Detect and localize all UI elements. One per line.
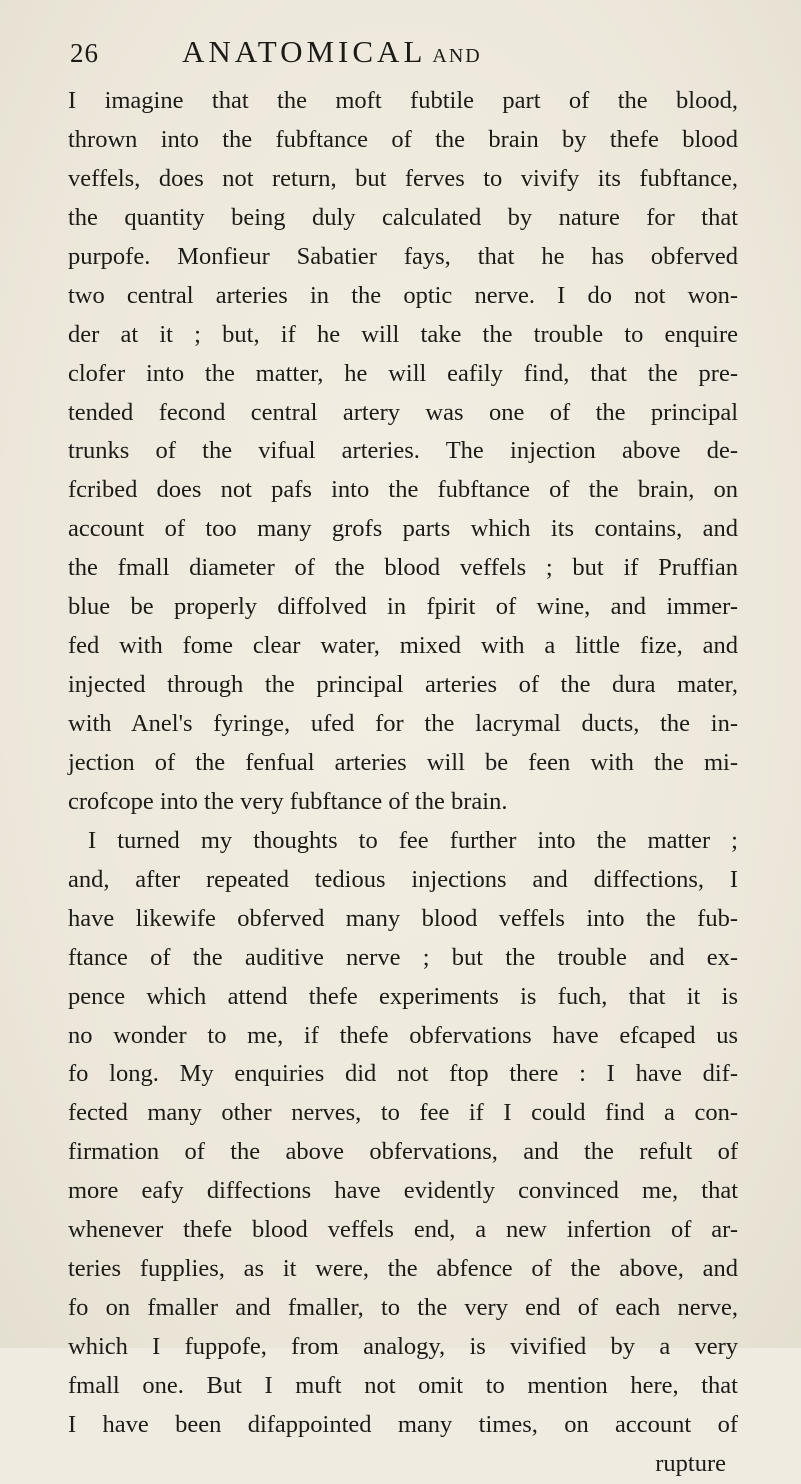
text-line: I imagine that the moft fubtile part of the blood, [68,87,738,114]
text-line: have likewife obferved many blood veffels into the fub- [68,904,738,932]
text-line: and, after repeated tedious injections and diffections, I [68,865,738,893]
text-line: firmation of the above obfervations, and the refult of [68,1138,738,1166]
page-header [70,22,730,78]
text-line: injected through the principal arteries of the dura mater, [68,671,738,699]
running-head-title: ANATOMICAL [182,34,427,69]
text-line: the fmall diameter of the blood veffels ; but if Pruffian [68,554,738,582]
page-number: 26 [70,38,99,68]
text-line: thrown into the fubftance of the brain by thefe blood [68,125,738,153]
text-line: crofcope into the very fubftance of the brain. [68,787,508,815]
text-line: no wonder to me, if thefe obfervations have efcaped us [68,1021,738,1049]
text-line: jection of the fenfual arteries will be feen with the mi- [68,748,738,776]
text-line: fed with fome clear water, mixed with a little fize, and [68,632,738,660]
text-line: blue be properly diffolved in fpirit of wine, and immer- [68,593,738,621]
text-line: which I fuppofe, from analogy, is vivified by a very [68,1333,738,1360]
text-line: fcribed does not pafs into the fubftance of the brain, on [68,476,738,504]
catchword: rupture [655,1449,726,1477]
text-line: fmall one. But I muft not omit to mention here, that [68,1371,738,1399]
text-line: ftance of the auditive nerve ; but the trouble and ex- [68,943,738,971]
text-line: whenever thefe blood veffels end, a new infertion of ar- [68,1216,738,1244]
text-line: two central arteries in the optic nerve. I do not won- [68,281,738,309]
text-line: account of too many grofs parts which its contains, and [68,515,738,543]
text-line: purpofe. Monfieur Sabatier fays, that he has obferved [68,242,738,270]
text-line: fected many other nerves, to fee if I could find a con- [68,1099,738,1127]
text-line: more eafy diffections have evidently convinced me, that [68,1177,738,1205]
text-line: clofer into the matter, he will eafily find, that the pre- [68,359,738,387]
text-line: I have been difappointed many times, on account of [68,1410,738,1438]
text-line: tended fecond central artery was one of the principal [68,398,738,426]
body-text [68,82,738,1484]
text-line: the quantity being duly calculated by nature for that [68,203,738,231]
text-line: with Anel's fyringe, ufed for the lacrymal ducts, the in- [68,710,738,737]
text-line: veffels, does not return, but ferves to vivify its fubftance, [68,164,738,192]
running-head [182,34,482,70]
text-line: trunks of the vifual arteries. The injection above de- [68,437,738,465]
text-line: fo long. My enquiries did not ftop there : I have dif- [68,1060,738,1088]
text-line: der at it ; but, if he will take the trouble to enquire [68,320,738,348]
text-line: teries fupplies, as it were, the abfence of the above, and [68,1255,738,1283]
running-head-conjunction: AND [432,45,482,67]
text-line: fo on fmaller and fmaller, to the very end of each nerve, [68,1294,738,1322]
text-line: I turned my thoughts to fee further into the matter ; [88,826,738,854]
text-line: pence which attend thefe experiments is fuch, that it is [68,982,738,1010]
